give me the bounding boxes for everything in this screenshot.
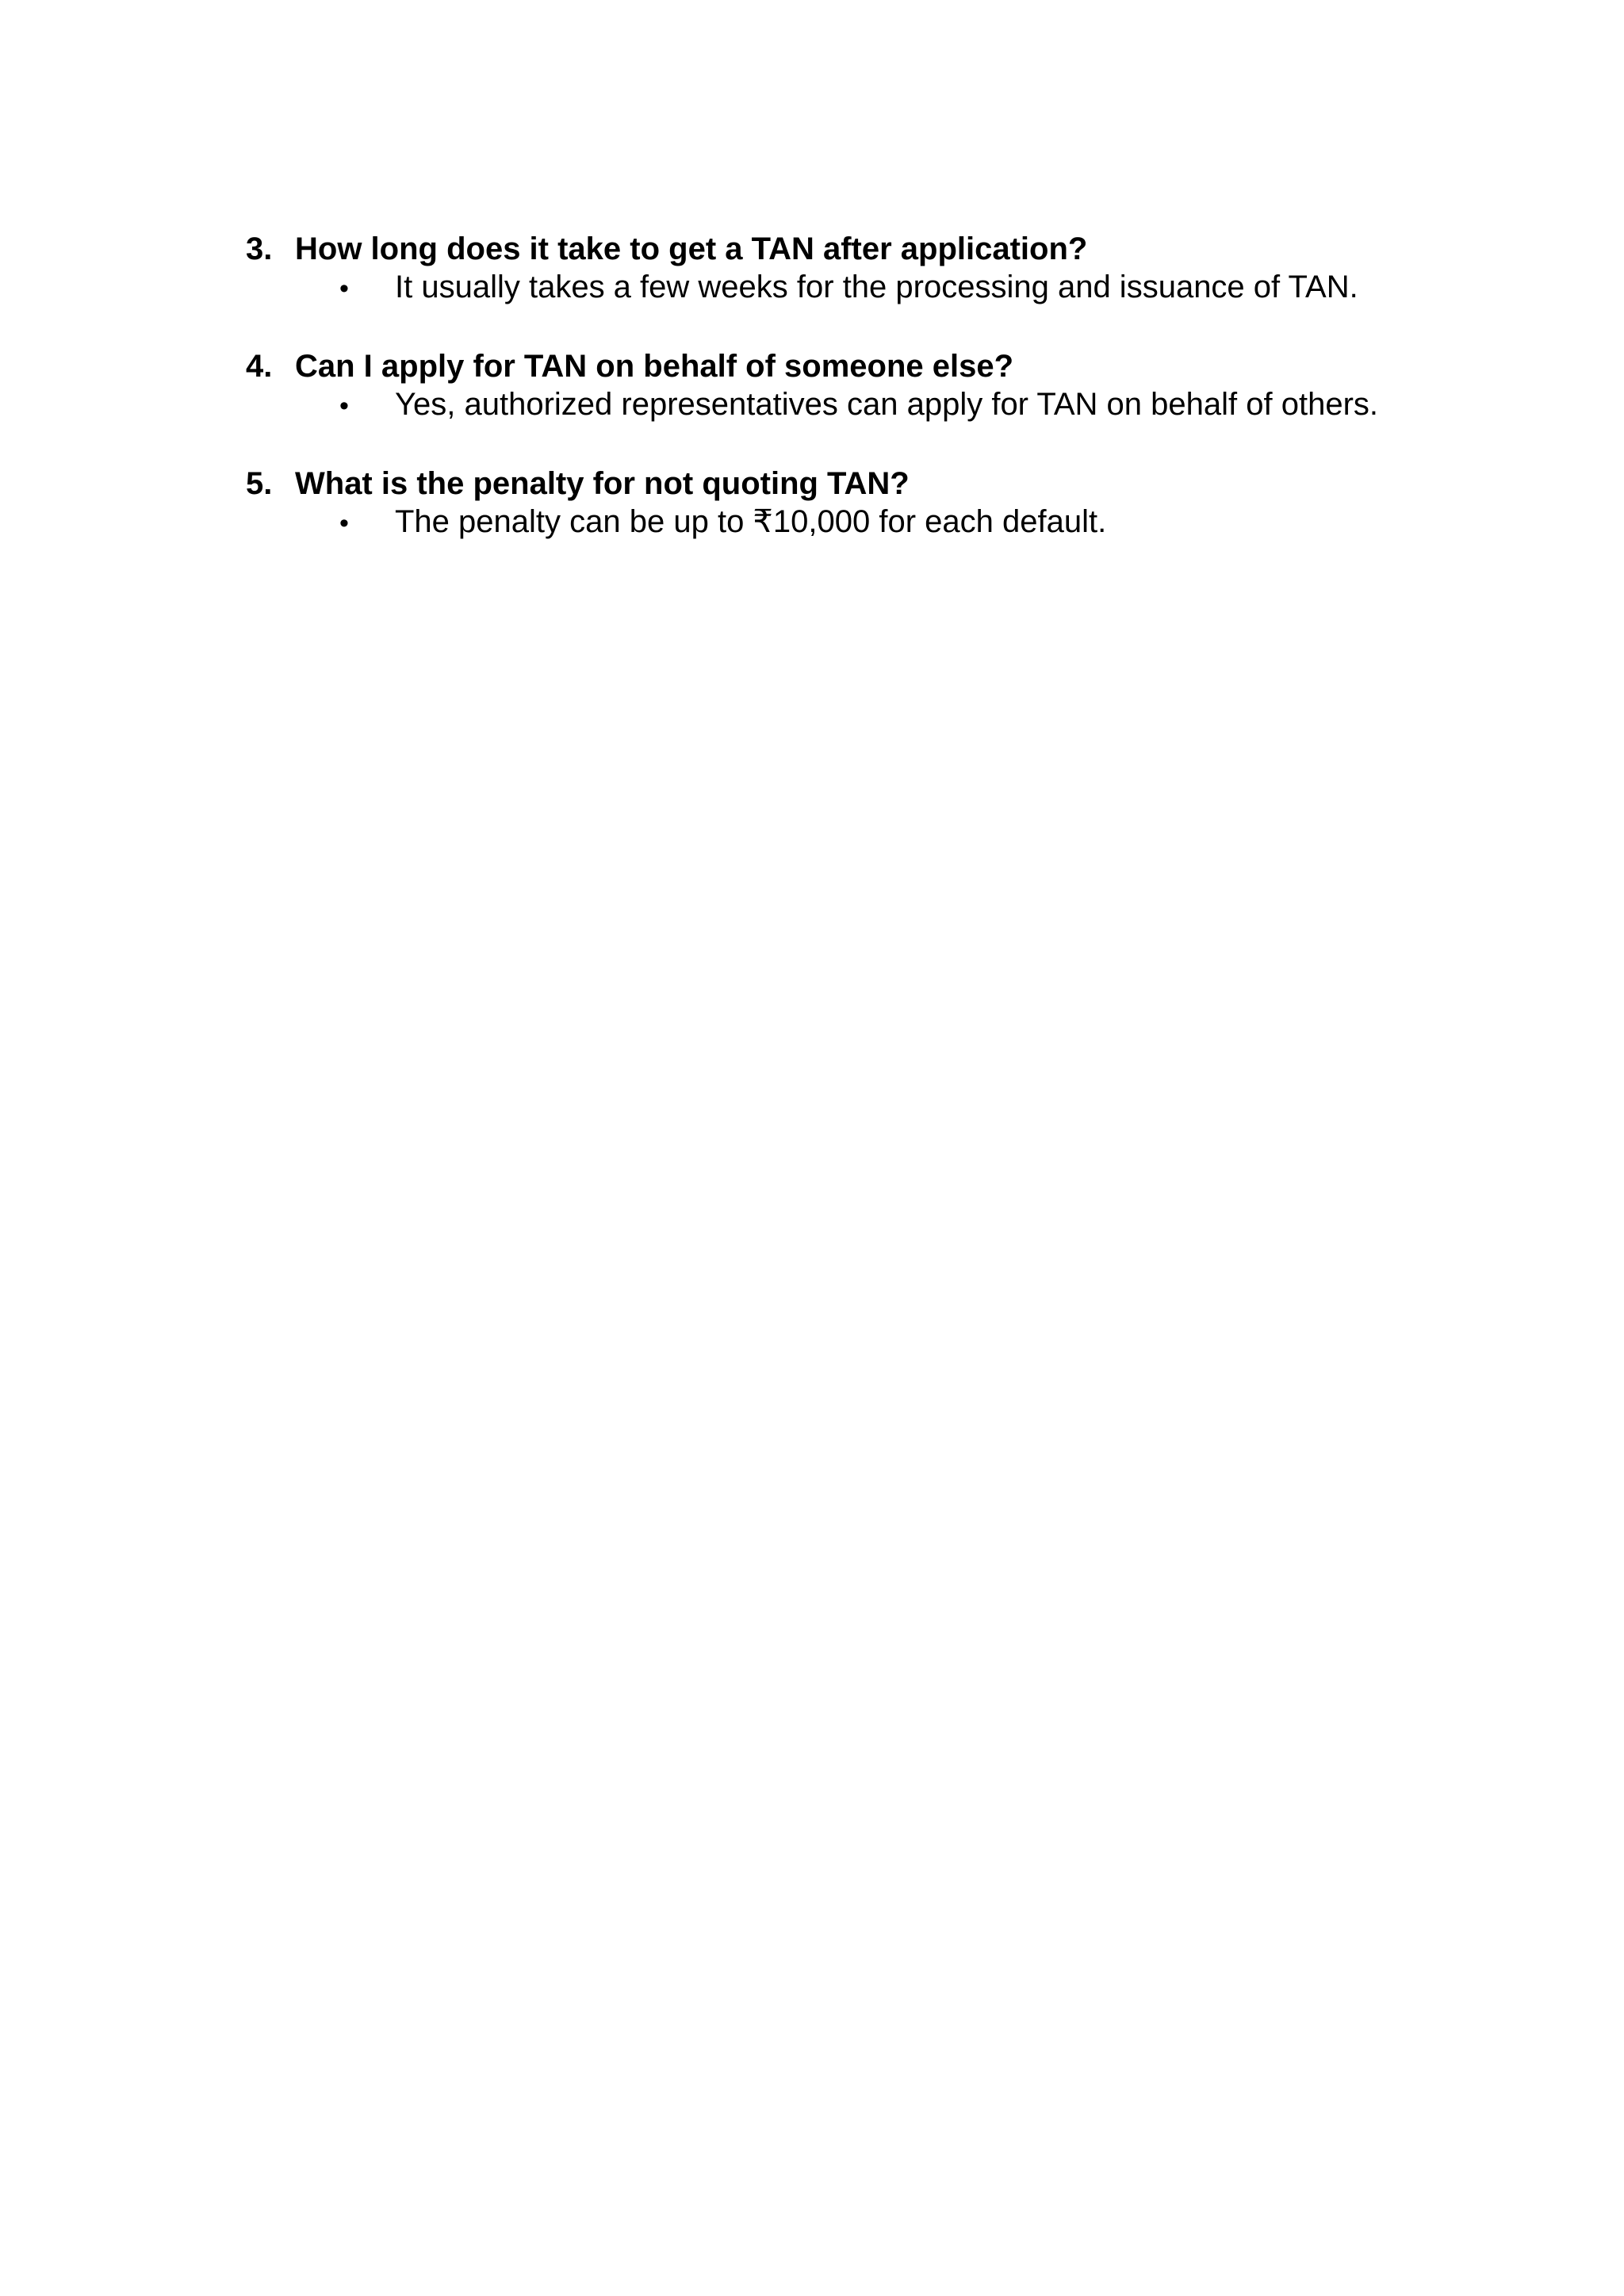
faq-number: 5. [246,466,273,501]
bullet-icon: • [339,274,349,304]
faq-answer [339,503,1483,542]
faq-item [246,465,1483,542]
bullet-icon: • [339,391,349,421]
faq-list [246,230,1483,582]
faq-number: 3. [246,232,273,266]
faq-question [246,347,1483,385]
faq-answer-text: The penalty can be up to ₹10,000 for each default. [395,504,1107,539]
faq-answer [339,268,1483,308]
faq-item [246,230,1483,308]
faq-question [246,465,1483,503]
faq-question-text: How long does it take to get a TAN after application? [295,232,1088,266]
faq-answer [339,385,1483,425]
faq-question-text: What is the penalty for not quoting TAN? [295,466,910,501]
faq-answer-text: It usually takes a few weeks for the processing and issuance of TAN. [395,270,1358,304]
faq-question [246,230,1483,268]
faq-number: 4. [246,349,273,384]
faq-answer-text: Yes, authorized representatives can apply for TAN on behalf of others. [395,387,1378,422]
faq-item [246,347,1483,425]
faq-question-text: Can I apply for TAN on behalf of someone else? [295,349,1014,384]
bullet-icon: • [339,508,349,538]
